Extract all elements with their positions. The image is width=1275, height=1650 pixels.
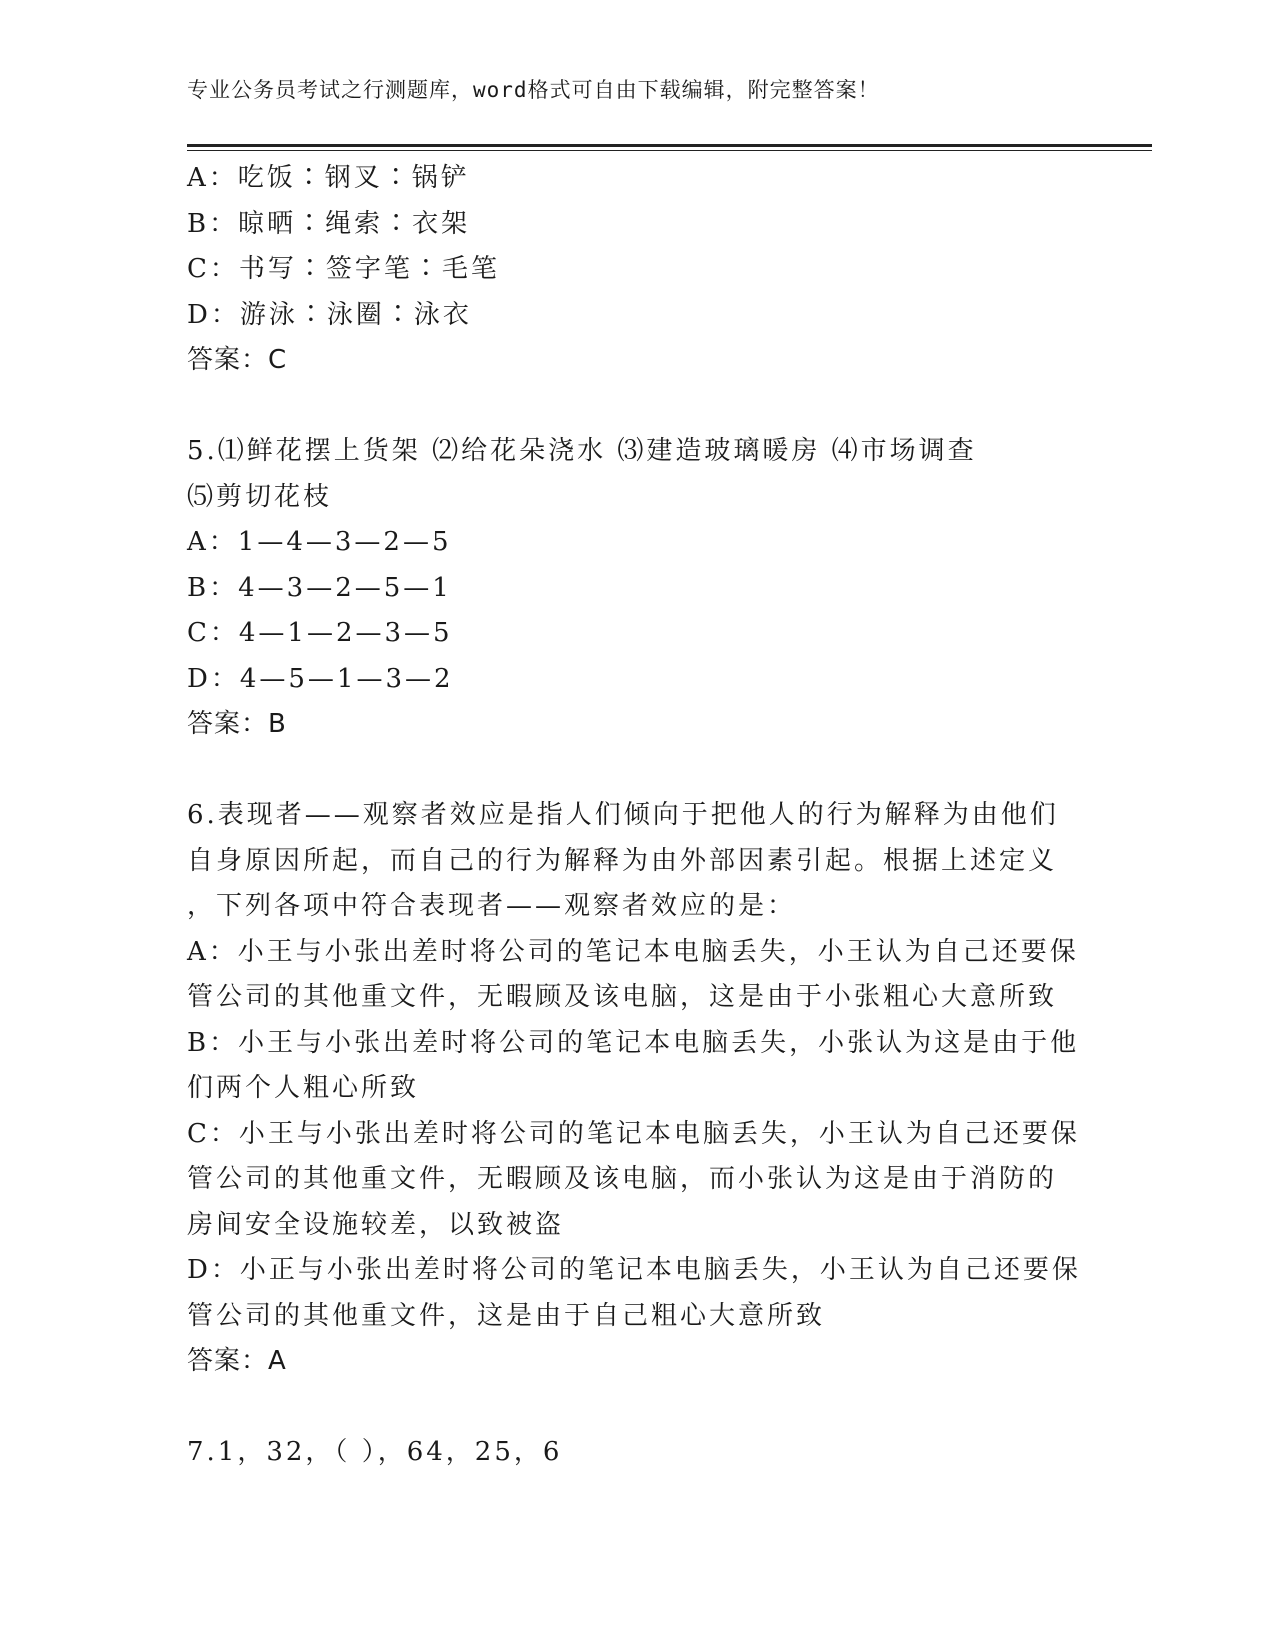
- q6-option-b-line-1: B：小王与小张出差时将公司的笔记本电脑丢失，小张认为这是由于他: [187, 1027, 1080, 1058]
- q5-option-c: C：4—1—2—3—5: [187, 618, 453, 648]
- q4-answer: 答案：C: [187, 345, 288, 375]
- header-rule-thick: [187, 144, 1152, 147]
- page-header: 专业公务员考试之行测题库，word格式可自由下载编辑，附完整答案！: [187, 78, 880, 102]
- q6-option-a-line-1: A：小王与小张出差时将公司的笔记本电脑丢失，小王认为自己还要保: [187, 936, 1079, 967]
- q5-answer: 答案：B: [187, 709, 287, 739]
- q6-option-c-line-1: C：小王与小张出差时将公司的笔记本电脑丢失，小王认为自己还要保: [187, 1118, 1080, 1149]
- q6-option-b-line-2: 们两个人粗心所致: [187, 1073, 420, 1103]
- q6-option-d-line-2: 管公司的其他重文件，这是由于自己粗心大意所致: [187, 1300, 826, 1331]
- question-content: [187, 156, 1087, 1476]
- q6-option-c-line-3: 房间安全设施较差，以致被盗: [187, 1209, 565, 1240]
- q6-stem-line-1: 6.表现者——观察者效应是指人们倾向于把他人的行为解释为由他们: [187, 800, 1059, 830]
- q4-option-c: C：书写∶签字笔∶毛笔: [187, 254, 500, 284]
- q6-answer: 答案：A: [187, 1346, 287, 1376]
- q4-option-b: B：晾晒∶绳索∶衣架: [187, 208, 471, 239]
- q6-stem-line-2: 自身原因所起，而自己的行为解释为由外部因素引起。根据上述定义: [187, 845, 1058, 876]
- q6-option-a-line-2: 管公司的其他重文件，无暇顾及该电脑，这是由于小张粗心大意所致: [187, 982, 1058, 1012]
- q5-stem-line-1: 5.⑴鲜花摆上货架 ⑵给花朵浇水 ⑶建造玻璃暖房 ⑷市场调查: [187, 436, 977, 466]
- q4-option-a: A：吃饭∶钢叉∶锅铲: [187, 163, 470, 193]
- q6-option-d-line-1: D：小正与小张出差时将公司的笔记本电脑丢失，小王认为自己还要保: [187, 1255, 1081, 1285]
- q7-stem: 7.1，32，（ ），64，25，6: [187, 1437, 563, 1467]
- q5-option-d: D：4—5—1—3—2: [187, 663, 454, 694]
- q6-option-c-line-2: 管公司的其他重文件，无暇顾及该电脑，而小张认为这是由于消防的: [187, 1164, 1058, 1194]
- header-rule-thin: [187, 150, 1152, 151]
- q4-option-d: D：游泳∶泳圈∶泳衣: [187, 299, 472, 330]
- q5-option-b: B：4—3—2—5—1: [187, 572, 452, 603]
- q5-stem-line-2: ⑸剪切花枝: [187, 481, 333, 512]
- q5-option-a: A：1—4—3—2—5: [187, 527, 452, 557]
- q6-stem-line-3: ，下列各项中符合表现者——观察者效应的是：: [187, 891, 797, 921]
